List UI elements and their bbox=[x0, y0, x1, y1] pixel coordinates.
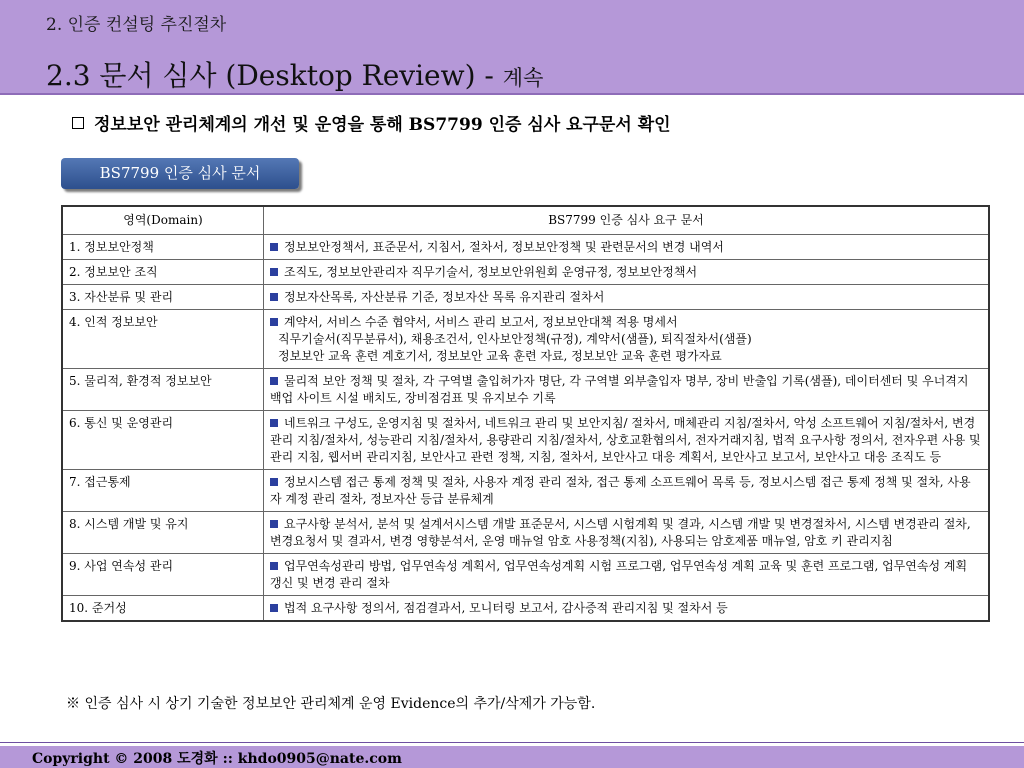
domain-cell: 6. 통신 및 운영관리 bbox=[62, 411, 264, 470]
intro-line bbox=[72, 110, 671, 135]
table-header-row bbox=[62, 206, 989, 235]
documents-line: 정보보안 교육 훈련 계호기서, 정보보안 교육 훈련 자료, 정보보안 교육 훈련 평가자료 bbox=[278, 349, 722, 363]
documents-line: 직무기술서(직무분류서), 채용조건서, 인사보안정책(규정), 계약서(샘플), 퇴직절차서(샘플) bbox=[278, 332, 752, 346]
documents-line bbox=[270, 314, 982, 331]
table-row bbox=[62, 512, 989, 554]
documents-text: 법적 요구사항 정의서, 점검결과서, 모니터링 보고서, 감사증적 관리지침 및 절차서 등 bbox=[284, 601, 728, 615]
page-title bbox=[46, 54, 543, 94]
square-bullet-icon bbox=[270, 318, 278, 326]
square-bullet-icon bbox=[270, 604, 278, 612]
square-bullet-icon bbox=[270, 268, 278, 276]
footnote: ※ 인증 심사 시 상기 기술한 정보보안 관리체계 운영 Evidence의 추가/삭제가 가능함. bbox=[66, 696, 596, 712]
documents-text: 요구사항 분석서, 분석 및 설계서시스템 개발 표준문서, 시스템 시험계획 및 결과, 시스템 개발 및 변경절차서, 시스템 변경관리 절차, 변경요청서 및 결과서, 변경 영향분석서, 운영 매뉴얼 암호 사용정책(지침), 사용되는 암호제품 매뉴얼, 암호 키 관리지침 bbox=[270, 517, 971, 548]
table-row bbox=[62, 369, 989, 411]
square-bullet-icon bbox=[270, 243, 278, 251]
documents-text: 계약서, 서비스 수준 협약서, 서비스 관리 보고서, 정보보안대책 적용 명세서 bbox=[284, 315, 678, 329]
square-bullet-icon bbox=[270, 293, 278, 301]
domain-cell: 4. 인적 정보보안 bbox=[62, 310, 264, 369]
table-row bbox=[62, 596, 989, 622]
domain-cell: 3. 자산분류 및 관리 bbox=[62, 285, 264, 310]
square-bullet-icon bbox=[270, 419, 278, 427]
documents-cell bbox=[264, 235, 990, 260]
documents-text: 물리적 보안 정책 및 절차, 각 구역별 출입허가자 명단, 각 구역별 외부출입자 명부, 장비 반출입 기록(샘플), 데이터센터 및 우너격지 백업 사이트 시설 배치도, 장비점검표 및 유지보수 기록 bbox=[270, 374, 969, 405]
checkbox-bullet-icon bbox=[72, 117, 84, 129]
table-row bbox=[62, 470, 989, 512]
domain-cell: 7. 접근통제 bbox=[62, 470, 264, 512]
documents-cell bbox=[264, 310, 990, 369]
page-title-continuation: 계속 bbox=[502, 66, 544, 90]
square-bullet-icon bbox=[270, 478, 278, 486]
documents-text: 정보시스템 접근 통제 정책 및 절차, 사용자 계정 관리 절차, 접근 통제 소프트웨어 목록 등, 정보시스템 접근 통제 정책 및 절차, 사용자 계정 관리 절차, 정보자산 등급 분류체계 bbox=[270, 475, 971, 506]
documents-text: 정보보안정책서, 표준문서, 지침서, 절차서, 정보보안정책 및 관련문서의 변경 내역서 bbox=[284, 240, 724, 254]
square-bullet-icon bbox=[270, 562, 278, 570]
table-row bbox=[62, 310, 989, 369]
domain-cell: 1. 정보보안정책 bbox=[62, 235, 264, 260]
documents-cell bbox=[264, 512, 990, 554]
table-header-documents: BS7799 인증 심사 요구 문서 bbox=[264, 206, 990, 235]
table-row bbox=[62, 411, 989, 470]
requirements-table bbox=[61, 205, 990, 622]
documents-cell bbox=[264, 285, 990, 310]
documents-text: 정보자산목록, 자산분류 기준, 정보자산 목록 유지관리 절차서 bbox=[284, 290, 605, 304]
domain-cell: 9. 사업 연속성 관리 bbox=[62, 554, 264, 596]
table-row bbox=[62, 554, 989, 596]
table-row bbox=[62, 285, 989, 310]
table-row bbox=[62, 260, 989, 285]
table-header-domain: 영역(Domain) bbox=[62, 206, 264, 235]
domain-cell: 5. 물리적, 환경적 정보보안 bbox=[62, 369, 264, 411]
square-bullet-icon bbox=[270, 377, 278, 385]
documents-cell bbox=[264, 260, 990, 285]
documents-cell bbox=[264, 596, 990, 622]
documents-cell bbox=[264, 369, 990, 411]
square-bullet-icon bbox=[270, 520, 278, 528]
domain-cell: 8. 시스템 개발 및 유지 bbox=[62, 512, 264, 554]
document-badge: BS7799 인증 심사 문서 bbox=[61, 158, 299, 189]
intro-text: 정보보안 관리체계의 개선 및 운영을 통해 BS7799 인증 심사 요구문서 확인 bbox=[94, 115, 671, 135]
domain-cell: 10. 준거성 bbox=[62, 596, 264, 622]
documents-cell bbox=[264, 470, 990, 512]
documents-text: 네트워크 구성도, 운영지침 및 절차서, 네트워크 관리 및 보안지침/ 절차서, 매체관리 지침/절차서, 악성 소프트웨어 지침/절차서, 변경관리 지침/절차서, 성능관리 지침/절차서, 용량관리 지침/절차서, 상호교환협의서, 전자거래지침, 법적 요구사항 정의서, 전자우편 사용 및 관리 지침, 웹서버 관리지침, 보안사고 관련 정책, 지침, 절차서, 보안사고 대응 계획서, 보안사고 보고서, 보안사고 대응 조직도 등 bbox=[270, 416, 981, 464]
documents-text: 업무연속성관리 방법, 업무연속성 계획서, 업무연속성계획 시험 프로그램, 업무연속성 계획 교육 및 훈련 프로그램, 업무연속성 계획 갱신 및 변경 관리 절차 bbox=[270, 559, 968, 590]
header-band bbox=[0, 0, 1024, 95]
domain-cell: 2. 정보보안 조직 bbox=[62, 260, 264, 285]
copyright-text: Copyright © 2008 도경화 :: khdo0905@nate.com bbox=[32, 751, 402, 767]
documents-cell bbox=[264, 554, 990, 596]
documents-text: 조직도, 정보보안관리자 직무기술서, 정보보안위원회 운영규정, 정보보안정책서 bbox=[284, 265, 698, 279]
table-row bbox=[62, 235, 989, 260]
page-title-main: 2.3 문서 심사 (Desktop Review) - bbox=[46, 59, 494, 92]
documents-cell bbox=[264, 411, 990, 470]
section-title: 2. 인증 컨설팅 추진절차 bbox=[46, 15, 227, 35]
footer-band bbox=[0, 746, 1024, 768]
